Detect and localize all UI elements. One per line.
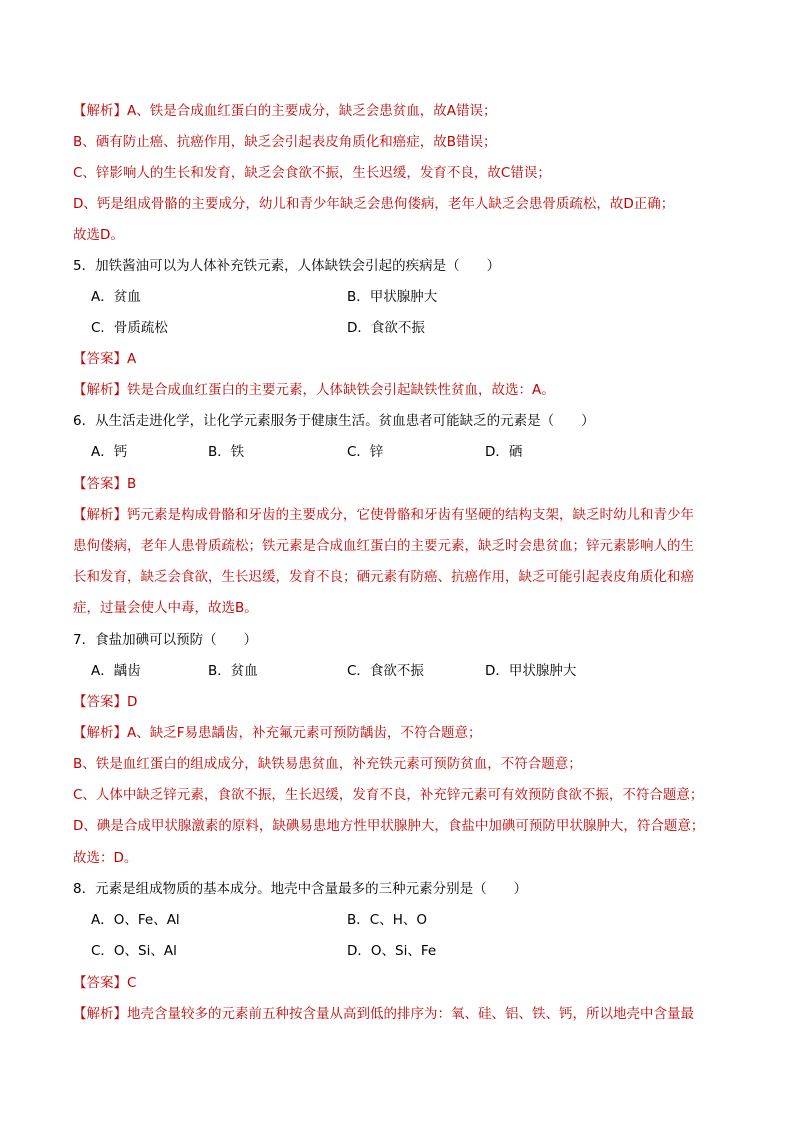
q5-answer: 【答案】A [73, 351, 137, 367]
analysis-line: D、钙是组成骨骼的主要成分，幼儿和青少年缺乏会患佝偻病，老年人缺乏会患骨质疏松，故D正确； [73, 196, 675, 212]
q7-option-a: A．龋齿 [91, 663, 141, 679]
q8-option-b: B．C、H、O [347, 912, 427, 928]
q8-option-c: C．O、Si、Al [91, 943, 177, 959]
q7-option-d: D．甲状腺肿大 [485, 663, 577, 679]
q7-analysis-line: 故选：D。 [73, 850, 138, 866]
analysis-line: 【解析】A、铁是合成血红蛋白的主要成分，缺乏会患贫血，故A错误； [73, 103, 497, 119]
q7-answer: 【答案】D [73, 694, 138, 710]
q8-analysis: 【解析】地壳含量较多的元素前五种按含量从高到低的排序为：氧、硅、铝、铁、钙，所以地壳中含量最 [73, 1006, 694, 1022]
analysis-line: 故选D。 [73, 227, 124, 243]
q6-analysis-line: 【解析】钙元素是构成骨骼和牙齿的主要成分，它使骨骼和牙齿有坚硬的结构支架，缺乏时幼儿和青少年 [73, 507, 694, 523]
q5-analysis: 【解析】铁是合成血红蛋白的主要元素，人体缺铁会引起缺铁性贫血，故选：A。 [73, 382, 555, 398]
q7-analysis-line: B、铁是血红蛋白的组成成分，缺铁易患贫血，补充铁元素可预防贫血，不符合题意； [73, 756, 582, 772]
q7-analysis-line: D、碘是合成甲状腺激素的原料，缺碘易患地方性甲状腺肿大，食盐中加碘可预防甲状腺肿大，符合题意； [73, 818, 705, 834]
q6-analysis-line: 患佝偻病，老年人患骨质疏松；铁元素是合成血红蛋白的主要元素，缺乏时会患贫血；锌元素影响人的生 [73, 538, 694, 554]
q6-analysis-line: 症，过量会使人中毒，故选B。 [73, 600, 258, 616]
q6-analysis-line: 长和发育，缺乏会食欲，生长迟缓，发育不良；硒元素有防癌、抗癌作用，缺乏可能引起表皮角质化和癌 [73, 569, 694, 585]
analysis-line: C、锌影响人的生长和发育，缺乏会食欲不振，生长迟缓，发育不良，故C错误； [73, 165, 551, 181]
q5-option-b: B．甲状腺肿大 [347, 289, 438, 305]
q6-option-b: B．铁 [208, 444, 245, 460]
q6-option-d: D．硒 [485, 444, 523, 460]
q5-option-d: D．食欲不振 [347, 320, 425, 336]
q5-option-c: C．骨质疏松 [91, 320, 168, 336]
q8-answer: 【答案】C [73, 975, 137, 991]
analysis-line: B、硒有防止癌、抗癌作用，缺乏会引起表皮角质化和癌症，故B错误； [73, 134, 497, 150]
q6-option-a: A．钙 [91, 444, 128, 460]
q7-analysis-line: C、人体中缺乏锌元素，食欲不振，生长迟缓，发育不良，补充锌元素可有效预防食欲不振，不符合题意； [73, 787, 704, 803]
q7-analysis-line: 【解析】A、缺乏F易患龋齿，补充氟元素可预防龋齿，不符合题意； [73, 725, 482, 741]
q7-option-b: B．贫血 [208, 663, 258, 679]
q6-option-c: C．锌 [347, 444, 384, 460]
q5-option-a: A．贫血 [91, 289, 141, 305]
q7-option-c: C．食欲不振 [347, 663, 424, 679]
q8-option-a: A．O、Fe、Al [91, 912, 180, 928]
question-5-stem: 5．加铁酱油可以为人体补充铁元素，人体缺铁会引起的疾病是（ ） [73, 258, 501, 274]
question-8-stem: 8．元素是组成物质的基本成分。地壳中含量最多的三种元素分别是（ ） [73, 881, 528, 897]
question-7-stem: 7．食盐加碘可以预防（ ） [73, 632, 258, 648]
q6-answer: 【答案】B [73, 476, 137, 492]
q8-option-d: D．O、Si、Fe [347, 943, 437, 959]
question-6-stem: 6．从生活走进化学，让化学元素服务于健康生活。贫血患者可能缺乏的元素是（ ） [73, 413, 595, 429]
